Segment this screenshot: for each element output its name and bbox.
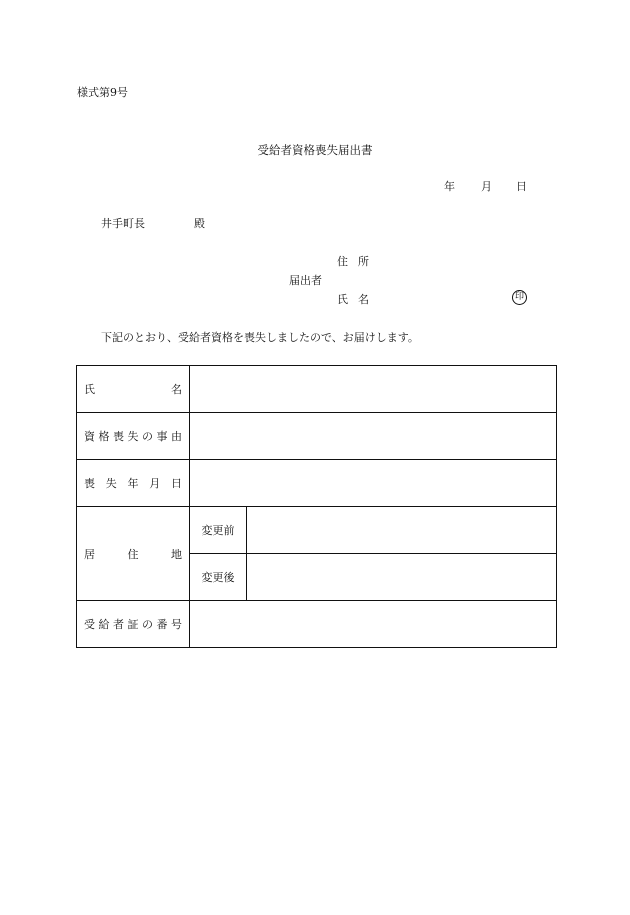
- row-reason: [77, 413, 557, 460]
- loss-date-field[interactable]: [190, 460, 557, 507]
- label-char: 地: [171, 547, 182, 561]
- seal-mark: 印: [512, 290, 527, 305]
- label-char: 事: [156, 430, 168, 443]
- label-char: 証: [127, 618, 139, 631]
- row-cert-number: [77, 601, 557, 648]
- date-year-label: 年: [444, 180, 455, 193]
- label-reason: [77, 413, 190, 460]
- label-char: 給: [98, 618, 110, 631]
- reason-field[interactable]: [190, 413, 557, 460]
- filer-address-label: 住所: [337, 255, 379, 268]
- label-char: 者: [113, 618, 124, 631]
- row-residence-before: [77, 507, 557, 554]
- label-char: 住: [127, 547, 139, 561]
- label-char: 失: [127, 430, 139, 443]
- label-char: 名: [171, 383, 182, 396]
- filer-label: 届出者: [289, 274, 322, 287]
- residence-after-field[interactable]: [247, 554, 557, 601]
- form-table: [76, 365, 557, 648]
- label-after: 変更後: [190, 554, 247, 601]
- label-name: [77, 366, 190, 413]
- label-char: 氏: [84, 383, 95, 396]
- document-title: 受給者資格喪失届出書: [257, 143, 373, 157]
- label-char: 由: [171, 430, 182, 443]
- intro-text: 下記のとおり、受給者資格を喪失しましたので、お届けします。: [101, 331, 419, 344]
- addressee: 井手町長: [101, 217, 145, 230]
- label-loss-date: [77, 460, 190, 507]
- label-char: 受: [84, 618, 95, 631]
- form-number: 様式第9号: [77, 86, 128, 99]
- label-char: 格: [98, 430, 110, 443]
- row-loss-date: [77, 460, 557, 507]
- name-field[interactable]: [190, 366, 557, 413]
- label-char: 資: [84, 430, 95, 443]
- filer-name-label: 氏名: [337, 293, 379, 306]
- label-residence: [77, 507, 190, 601]
- date-day-label: 日: [516, 180, 527, 193]
- label-char: 失: [105, 477, 117, 490]
- label-char: 番: [156, 618, 168, 631]
- date-month-label: 月: [481, 180, 492, 193]
- label-char: 号: [171, 618, 182, 631]
- label-char: 年: [127, 477, 139, 490]
- label-char: の: [142, 618, 153, 631]
- addressee-suffix: 殿: [194, 217, 205, 230]
- label-char: 月: [149, 477, 161, 490]
- row-name: [77, 366, 557, 413]
- label-cert-number: [77, 601, 190, 648]
- residence-before-field[interactable]: [247, 507, 557, 554]
- label-char: 喪: [84, 477, 95, 490]
- cert-number-field[interactable]: [190, 601, 557, 648]
- label-char: 喪: [113, 430, 124, 443]
- label-before: 変更前: [190, 507, 247, 554]
- label-char: 居: [84, 547, 95, 561]
- label-char: 日: [171, 477, 182, 490]
- label-char: の: [142, 430, 153, 443]
